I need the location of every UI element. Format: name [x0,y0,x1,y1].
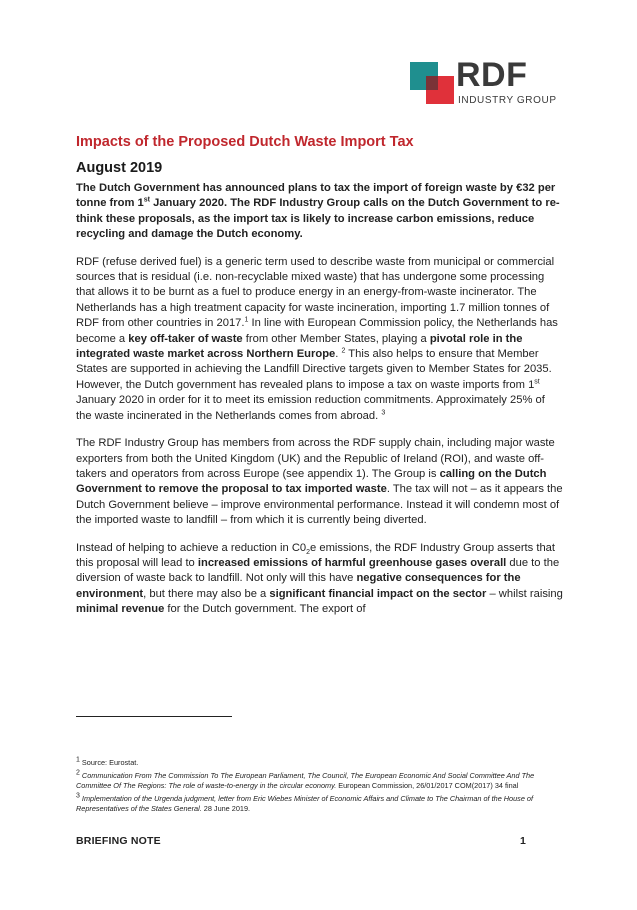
p3-text-b: e emissions, the RDF Industry Group asserts that this proposal will lead to [76,541,556,569]
footnote-3-number: 3 [76,792,80,800]
document-title: Impacts of the Proposed Dutch Waste Import Tax [76,134,414,150]
lead-paragraph [76,181,563,243]
p1-text-b: In line with European Commission policy, the Netherlands has become a [76,317,558,345]
footnote-2-text: European Commission, 26/01/2017 COM(2017) 34 final [336,780,519,790]
p2-text-a: The RDF Industry Group has members from across the RDF supply chain, including major waste exporters from both the United Kingdom (UK) and the Republic of Ireland (ROI), and waste off-takers and operators from across Europe (see appendix 1). The Group is [76,437,555,480]
footnote-2-citation: Communication From The Commission To The European Parliament, The Council, The European Economic And Social Committee And The Committee Of The Regions: The role of waste-to-energy in the circular economy. [76,771,535,790]
footnote-1-number: 1 [76,756,80,764]
footnote-1 [76,758,563,767]
footnotes [76,758,563,817]
footnote-2-number: 2 [76,769,80,777]
p1-text-d: . [335,348,342,361]
p3-bold-4: minimal revenue [76,603,165,616]
p3-bold-2: negative consequences for the environment [76,572,521,600]
footnote-3-citation: Implementation of the Urgenda judgment, letter from Eric Wiebes Minister of Economic Affairs and Climate to The Chairman of the House of Representatives of the States General. [76,794,533,813]
p3-text-d: , but there may also be a [143,587,270,600]
footnote-1-text: Source: Eurostat. [79,758,139,767]
footnote-ref-2: 2 [341,347,346,355]
rdf-logo [410,56,560,112]
logo-subtitle: INDUSTRY GROUP [458,95,557,106]
footer-label: BRIEFING NOTE [76,835,161,847]
footnote-ref-3: 3 [381,408,386,416]
paragraph-1 [76,255,563,424]
lead-text-a: The Dutch Government has announced plans to tax the import of foreign waste by €32 per tonne from 1 [76,182,556,210]
p1-ordinal: st [534,378,540,386]
footnote-3 [76,794,563,813]
p1-bold-1: key off-taker of waste [128,332,243,345]
lead-text-b: January 2020. The RDF Industry Group calls on the Dutch Government to re-think these proposals, as the import tax is likely to increase carbon emissions, reduce recycling and damage the Dutch economy. [76,197,560,241]
p3-text-c: due to the diversion of waste back to landfill. Not only will this have [76,556,560,585]
p1-text-e: This also helps to ensure that Member States are supported in achieving the Landfill Directive targets given to Member States for 2035. However, the Dutch government has revealed plans to impose a tax on waste imports from 1 [76,348,552,391]
document-date: August 2019 [76,160,163,176]
footnote-3-text: 28 June 2019. [201,803,251,813]
footnote-2 [76,771,563,790]
p3-bold-3: significant financial impact on the sector [269,587,487,600]
p2-bold-1: calling on the Dutch Government to remove the proposal to tax imported waste [76,467,547,496]
footnote-divider [76,716,232,717]
p2-text-b: . The tax will not – as it appears the Dutch Government believe – improve environmental performance. Instead it will condemn most of the imported waste to landfill – from which it is currently being diverted. [76,483,563,527]
logo-overlap-square [426,76,438,90]
footnote-ref-1: 1 [244,316,249,324]
lead-ordinal: st [143,196,150,204]
p1-text-a: RDF (refuse derived fuel) is a generic term used to describe waste from municipal or commercial sources that is residual (i.e. non-recyclable mixed waste) that has undergone some processing that allows it to be burnt as a fuel to produce energy in an energy-from-waste incinerator. The Netherlands has a high treatment capacity for waste incineration, importing 1.7 million tonnes of RDF from other countries in 2017. [76,255,555,330]
p3-text-f: for the Dutch government. The export of [164,603,366,616]
p3-subscript: 2 [306,548,311,556]
p3-bold-1: increased emissions of harmful greenhouse gases overall [197,556,507,569]
paragraph-3 [76,541,563,618]
p1-text-f: January 2020 in order for it to meet its emission reduction commitments. Approximately 25% of the waste incinerated in the Netherlands comes from abroad. [76,394,545,422]
logo-wordmark: RDF [456,56,528,94]
p3-text-a: Instead of helping to achieve a reduction in C0 [76,541,307,554]
p1-bold-2: pivotal role in the integrated waste market across Northern Europe [76,332,523,361]
p1-text-c: from other Member States, playing a [242,332,430,345]
p3-text-e: – whilst raising [486,587,563,600]
page-number: 1 [520,835,526,847]
paragraph-2 [76,436,563,528]
document-body [76,133,563,630]
